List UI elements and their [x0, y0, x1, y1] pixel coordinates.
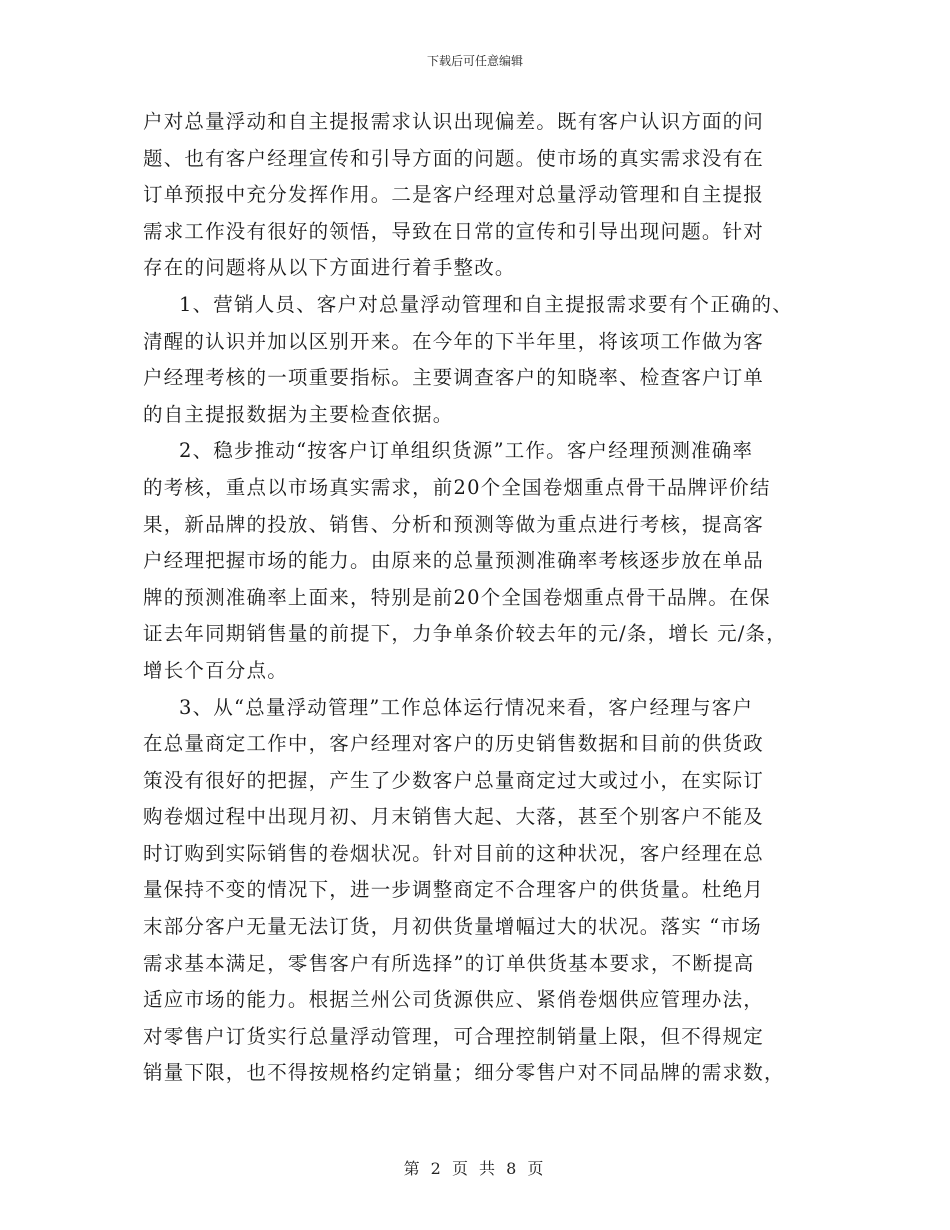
text-line: 牌的预测准确率上面来，特别是前20个全国卷烟重点骨干品牌。在保	[143, 585, 771, 609]
text-line: 需求基本满足，零售客户有所选择”的订单供货基本要求，不断提高	[143, 951, 755, 975]
text-line: 清醒的认识并加以区别开来。在今年的下半年里，将该项工作做为客	[143, 329, 765, 353]
text-line: 策没有很好的把握，产生了少数客户总量商定过大或过小，在实际订	[143, 768, 765, 792]
text-line: 购卷烟过程中出现月初、月末销售大起、大落，甚至个别客户不能及	[143, 805, 765, 829]
text-line: 对零售户订货实行总量浮动管理，可合理控制销量上限，但不得规定	[143, 1024, 765, 1048]
text-line: 证去年同期销售量的前提下，力争单条价较去年的元/条，增长 元/条，	[143, 622, 787, 646]
text-line: 1、营销人员、客户对总量浮动管理和自主提报需求要有个正确的、	[179, 292, 793, 316]
text-line: 2、稳步推动“按客户订单组织货源”工作。客户经理预测准确率	[179, 439, 754, 463]
text-line: 时订购到实际销售的卷烟状况。针对目前的这种状况，客户经理在总	[143, 841, 765, 865]
text-line: 在总量商定工作中，客户经理对客户的历史销售数据和目前的供货政	[143, 732, 765, 756]
text-line: 题、也有客户经理宣传和引导方面的问题。使市场的真实需求没有在	[143, 146, 765, 170]
text-line: 存在的问题将从以下方面进行着手整改。	[143, 256, 516, 280]
text-line: 的自主提报数据为主要检查依据。	[143, 402, 454, 426]
text-line: 增长个百分点。	[143, 658, 288, 682]
text-line: 户经理把握市场的能力。由原来的总量预测准确率考核逐步放在单品	[143, 549, 765, 573]
text-line: 需求工作没有很好的领悟，导致在日常的宣传和引导出现问题。针对	[143, 219, 765, 243]
text-line: 的考核，重点以市场真实需求，前20个全国卷烟重点骨干品牌评价结	[143, 475, 771, 499]
text-line: 3、从“总量浮动管理”工作总体运行情况来看，客户经理与客户	[179, 695, 754, 719]
text-line: 末部分客户无量无法订货，月初供货量增幅过大的状况。落实 “市场	[143, 915, 762, 939]
page-footer: 第 2 页 共 8 页	[403, 1159, 547, 1178]
text-line: 量保持不变的情况下，进一步调整商定不合理客户的供货量。杜绝月	[143, 878, 765, 902]
text-line: 适应市场的能力。根据兰州公司货源供应、紧俏卷烟供应管理办法，	[143, 988, 765, 1012]
text-line: 户经理考核的一项重要指标。主要调查客户的知晓率、检查客户订单	[143, 366, 765, 390]
text-line: 果，新品牌的投放、销售、分析和预测等做为重点进行考核，提高客	[143, 512, 765, 536]
text-line: 销量下限，也不得按规格约定销量；细分零售户对不同品牌的需求数，	[143, 1061, 785, 1085]
document-body	[143, 104, 828, 1092]
text-line: 订单预报中充分发挥作用。二是客户经理对总量浮动管理和自主提报	[143, 183, 765, 207]
page-header: 下载后可任意编辑	[426, 54, 523, 68]
text-line: 户对总量浮动和自主提报需求认识出现偏差。既有客户认识方面的问	[143, 110, 765, 133]
